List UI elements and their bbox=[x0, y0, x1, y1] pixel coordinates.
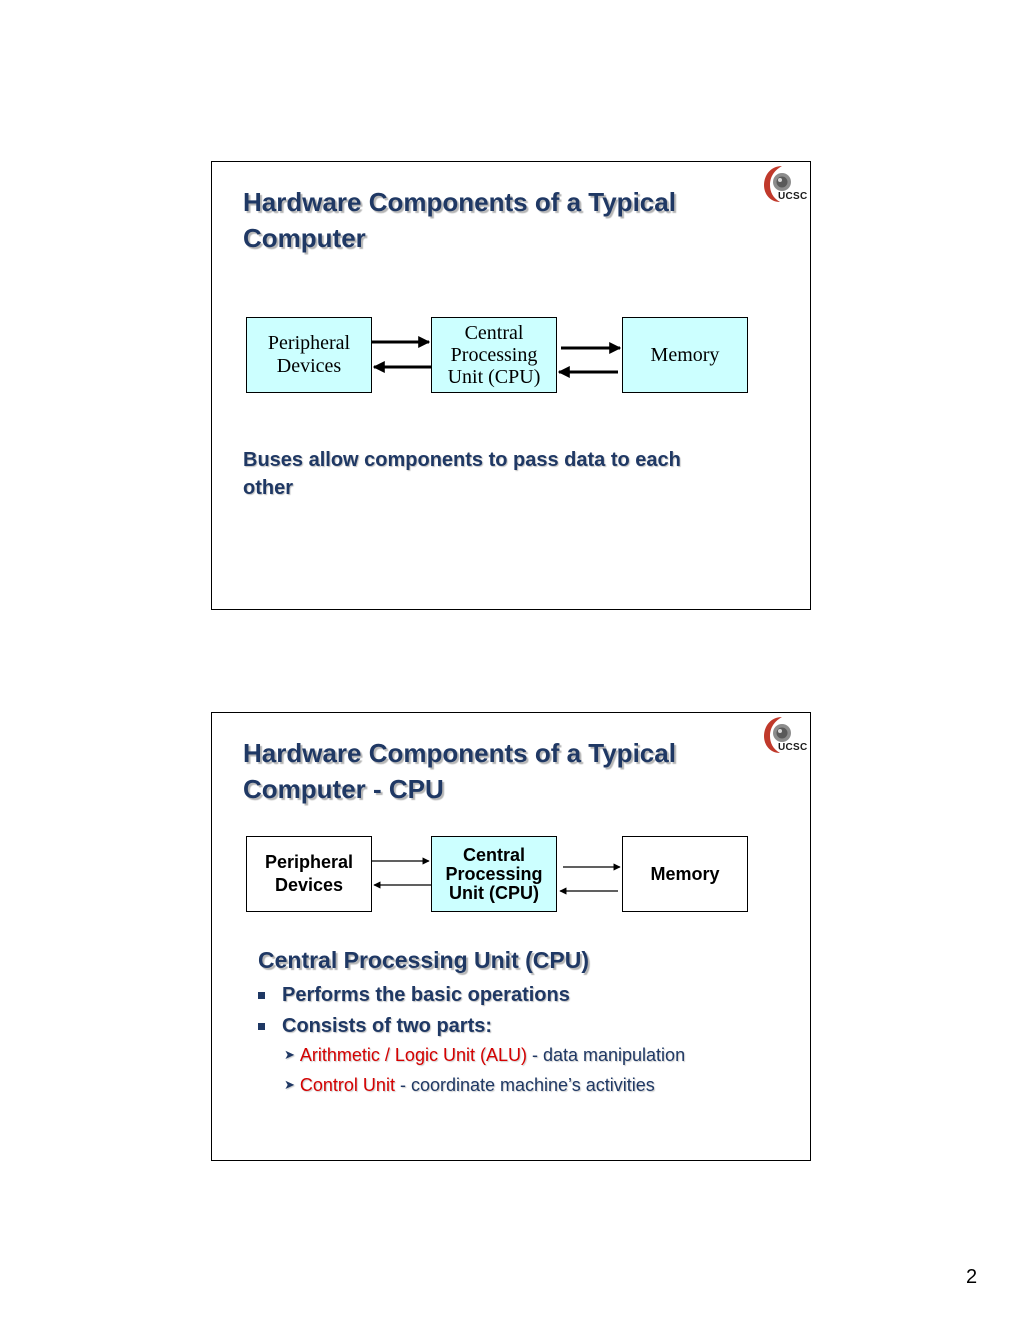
control-unit-term: Control Unit bbox=[299, 1075, 395, 1095]
arrow-bullet-icon: ➤ bbox=[284, 1077, 295, 1092]
page-number: 2 bbox=[966, 1266, 978, 1288]
peripheral-devices-box: Peripheral Devices bbox=[246, 836, 372, 912]
square-bullet-icon bbox=[258, 992, 265, 999]
square-bullet-icon bbox=[258, 1023, 265, 1030]
arrow-bullet-icon: ➤ bbox=[284, 1047, 295, 1062]
slide-title: Hardware Components of a Typical Computer bbox=[243, 187, 676, 253]
memory-box: Memory bbox=[622, 836, 748, 912]
list-item bbox=[284, 1071, 685, 1101]
ucsc-logo: UCSC bbox=[760, 715, 812, 755]
bus-caption: Buses allow components to pass data to each other bbox=[243, 449, 681, 499]
slide-2 bbox=[211, 712, 811, 1161]
cpu-heading: Central Processing Unit (CPU) bbox=[258, 947, 589, 973]
memory-box: Memory bbox=[622, 317, 748, 393]
sub-bullet-list bbox=[284, 1041, 685, 1101]
list-item: Consists of two parts: bbox=[256, 1011, 570, 1042]
list-item bbox=[284, 1041, 685, 1071]
list-item: Performs the basic operations bbox=[256, 980, 570, 1011]
ucsc-logo: UCSC bbox=[760, 164, 812, 204]
slide-title: Hardware Components of a Typical Computer - CPU bbox=[243, 738, 676, 804]
slide-1 bbox=[211, 161, 811, 610]
peripheral-devices-box: Peripheral Devices bbox=[246, 317, 372, 393]
bullet-list bbox=[256, 980, 570, 1042]
cpu-box: Central Processing Unit (CPU) bbox=[431, 836, 557, 912]
alu-description: - data manipulation bbox=[526, 1045, 686, 1065]
control-unit-description: - coordinate machine’s activities bbox=[394, 1075, 655, 1095]
cpu-box: Central Processing Unit (CPU) bbox=[431, 317, 557, 393]
alu-term: Arithmetic / Logic Unit (ALU) bbox=[299, 1045, 527, 1065]
bus-arrows bbox=[212, 162, 812, 611]
